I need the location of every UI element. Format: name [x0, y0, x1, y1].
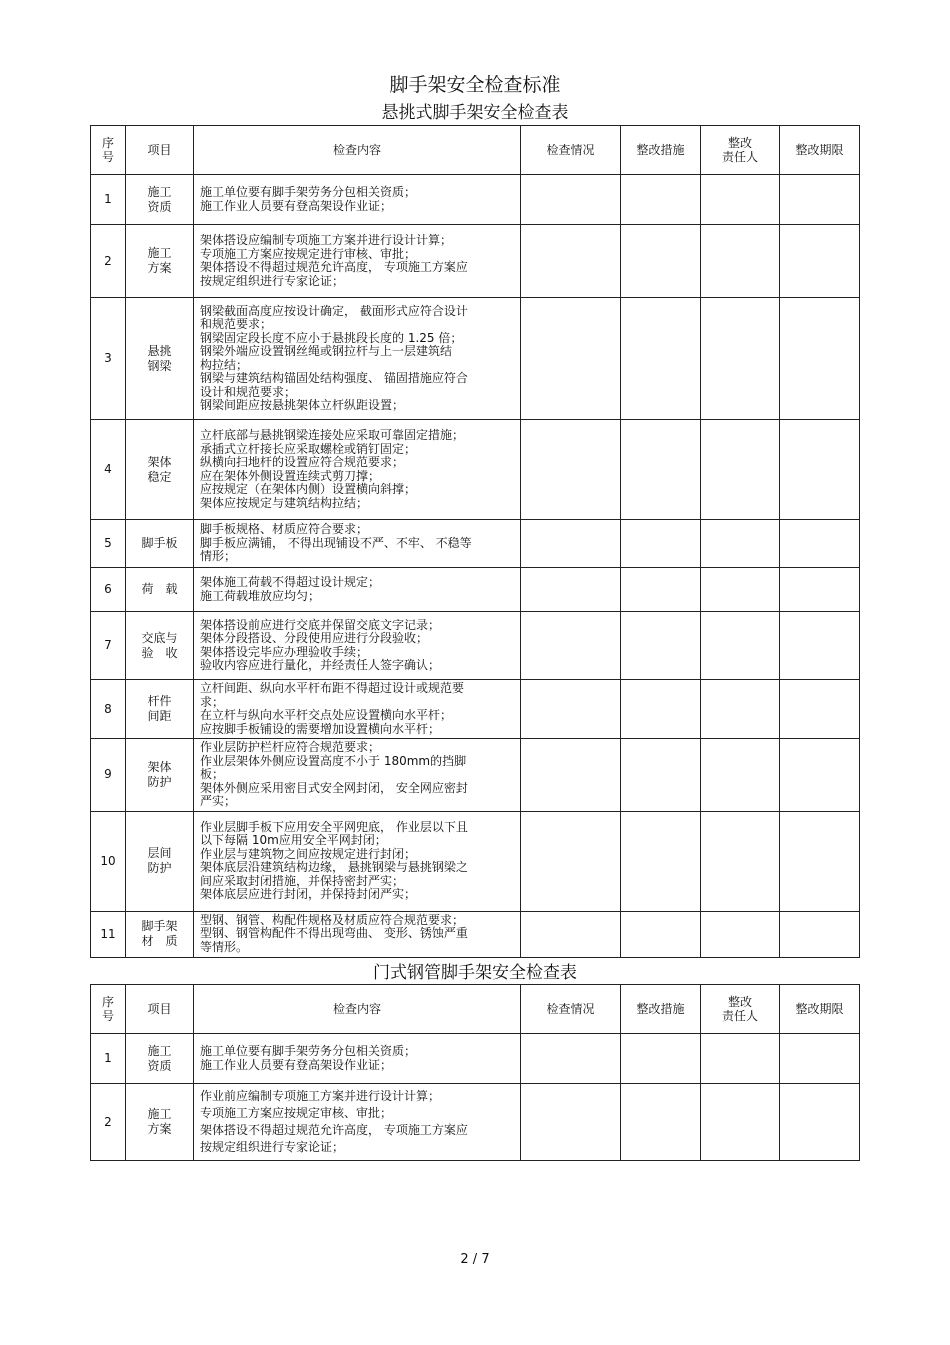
table-row — [91, 612, 860, 680]
check-content-line: 架体搭设不得超过规范允许高度， 专项施工方案应 — [200, 1123, 468, 1137]
deadline-cell[interactable] — [780, 1084, 860, 1161]
check-content-line: 作业层防护栏杆应符合规范要求； — [200, 740, 381, 754]
row-item: 施工 方案 — [126, 225, 194, 298]
measures-cell[interactable] — [621, 225, 701, 298]
table-row — [91, 1084, 860, 1161]
responsible-cell[interactable] — [701, 680, 780, 739]
responsible-cell[interactable] — [701, 520, 780, 568]
row-item: 脚手架 材 质 — [126, 911, 194, 957]
row-number: 1 — [91, 1034, 126, 1084]
check-content-line: 架体搭设前应进行交底并保留交底文字记录； — [200, 617, 441, 632]
deadline-cell[interactable] — [780, 680, 860, 739]
col-header-status: 检查情况 — [521, 985, 621, 1034]
col-header-item: 项目 — [126, 126, 194, 175]
check-content-line: 架体搭设不得超过规范允许高度， 专项施工方案应 — [200, 260, 468, 274]
measures-cell[interactable] — [621, 811, 701, 911]
status-cell[interactable] — [521, 739, 621, 812]
measures-cell[interactable] — [621, 1084, 701, 1161]
table-row — [91, 739, 860, 812]
row-check-content — [194, 568, 521, 612]
row-check-content — [194, 911, 521, 957]
row-number: 3 — [91, 298, 126, 420]
measures-cell[interactable] — [621, 680, 701, 739]
measures-cell[interactable] — [621, 520, 701, 568]
row-check-content — [194, 811, 521, 911]
check-content-line: 设计和规范要求； — [200, 384, 297, 399]
check-content-line: 专项施工方案应按规定审核、审批； — [200, 1106, 393, 1120]
row-check-content — [194, 1034, 521, 1084]
row-item: 脚手板 — [126, 520, 194, 568]
check-content-line: 架体搭设应编制专项施工方案并进行设计计算； — [200, 233, 453, 247]
row-item: 施工 资质 — [126, 1034, 194, 1084]
check-content-line: 等情形。 — [200, 939, 249, 954]
row-number: 2 — [91, 1084, 126, 1161]
row-item: 层间 防护 — [126, 811, 194, 911]
check-content-line: 施工作业人员要有登高架设作业证； — [200, 1057, 393, 1072]
row-item: 悬挑 钢梁 — [126, 298, 194, 420]
check-content-line: 施工单位要有脚手架劳务分包相关资质； — [200, 1044, 417, 1058]
row-check-content — [194, 739, 521, 812]
check-content-line: 求； — [200, 694, 225, 709]
check-content-line: 立杆底部与悬挑钢梁连接处应采取可靠固定措施； — [200, 428, 465, 442]
check-content-line: 按规定组织进行专家论证； — [200, 1140, 345, 1154]
check-content-line: 施工荷载堆放应均匀； — [200, 588, 321, 603]
check-content-line: 专项施工方案应按规定进行审核、审批； — [200, 246, 417, 261]
check-content-line: 作业前应编制专项施工方案并进行设计计算； — [200, 1089, 441, 1103]
check-content-line: 立杆间距、纵向水平杆布距不得超过设计或规范要 — [200, 681, 465, 695]
check-content-line: 纵横向扫地杆的设置应符合规范要求； — [200, 455, 405, 469]
row-item: 交底与 验 收 — [126, 612, 194, 680]
responsible-cell[interactable] — [701, 568, 780, 612]
check-content-line: 板； — [200, 767, 225, 781]
responsible-cell[interactable] — [701, 175, 780, 225]
table-1-title: 悬挑式脚手架安全检查表 — [381, 103, 569, 123]
check-content-line: 严实； — [200, 794, 237, 808]
check-content-line: 架体应按规定与建筑结构拉结； — [200, 495, 369, 510]
page-title: 脚手架安全检查标准 — [389, 74, 561, 96]
check-content-line: 型钢、钢管构配件不得出现弯曲、 变形、锈蚀严重 — [200, 926, 468, 941]
check-content-line: 和规范要求； — [200, 317, 273, 331]
col-header-no: 序 号 — [91, 985, 126, 1034]
check-content-line: 架体分段搭设、分段使用应进行分段验收； — [200, 631, 429, 645]
check-content-line: 钢梁间距应按悬挑架体立杆纵距设置； — [200, 398, 405, 412]
row-number: 4 — [91, 420, 126, 520]
status-cell[interactable] — [521, 680, 621, 739]
check-content-line: 钢梁外端应设置钢丝绳或钢拉杆与上一层建筑结 — [200, 344, 453, 358]
row-item: 施工 资质 — [126, 175, 194, 225]
measures-cell[interactable] — [621, 612, 701, 680]
row-number: 11 — [91, 911, 126, 957]
row-item: 施工 方案 — [126, 1084, 194, 1161]
status-cell[interactable] — [521, 1034, 621, 1084]
responsible-cell[interactable] — [701, 612, 780, 680]
responsible-cell[interactable] — [701, 911, 780, 957]
page-number: 2 / 7 — [460, 1252, 490, 1267]
col-header-item: 项目 — [126, 985, 194, 1034]
deadline-cell[interactable] — [780, 568, 860, 612]
deadline-cell[interactable] — [780, 298, 860, 420]
check-content-line: 作业层架体外侧应设置高度不小于 180mm的挡脚 — [200, 753, 467, 768]
responsible-cell[interactable] — [701, 739, 780, 812]
col-header-responsible: 整改 责任人 — [701, 985, 780, 1034]
check-content-line: 情形； — [200, 549, 237, 564]
measures-cell[interactable] — [621, 420, 701, 520]
cantilever-scaffold-check-table — [90, 125, 860, 958]
responsible-cell[interactable] — [701, 298, 780, 420]
row-check-content — [194, 520, 521, 568]
row-number: 5 — [91, 520, 126, 568]
table-header-row — [91, 126, 860, 175]
status-cell[interactable] — [521, 911, 621, 957]
row-check-content — [194, 680, 521, 739]
measures-cell[interactable] — [621, 1034, 701, 1084]
table-row — [91, 911, 860, 957]
responsible-cell[interactable] — [701, 225, 780, 298]
check-content-line: 钢梁截面高度应按设计确定， 截面形式应符合设计 — [200, 303, 468, 318]
check-content-line: 作业层脚手板下应用安全平网兜底， 作业层以下且 — [200, 819, 468, 834]
row-check-content — [194, 298, 521, 420]
check-content-line: 架体底层应进行封闭，并保持封闭严实； — [200, 887, 417, 901]
check-content-line: 架体外侧应采用密目式安全网封闭， 安全网应密封 — [200, 780, 468, 795]
table-row — [91, 298, 860, 420]
table-2-title: 门式钢管脚手架安全检查表 — [373, 963, 577, 983]
check-content-line: 型钢、钢管、构配件规格及材质应符合规范要求； — [200, 912, 465, 927]
status-cell[interactable] — [521, 175, 621, 225]
row-check-content — [194, 612, 521, 680]
measures-cell[interactable] — [621, 175, 701, 225]
row-item: 架体 防护 — [126, 739, 194, 812]
row-check-content — [194, 175, 521, 225]
status-cell[interactable] — [521, 612, 621, 680]
table-row — [91, 811, 860, 911]
check-content-line: 施工单位要有脚手架劳务分包相关资质； — [200, 185, 417, 199]
measures-cell[interactable] — [621, 739, 701, 812]
table-row — [91, 1034, 860, 1084]
status-cell[interactable] — [521, 420, 621, 520]
row-number: 1 — [91, 175, 126, 225]
row-check-content — [194, 1084, 521, 1161]
responsible-cell[interactable] — [701, 811, 780, 911]
row-number: 6 — [91, 568, 126, 612]
measures-cell[interactable] — [621, 298, 701, 420]
col-header-measures: 整改措施 — [621, 126, 701, 175]
table-header-row — [91, 985, 860, 1034]
check-content-line: 架体施工荷载不得超过设计规定； — [200, 575, 381, 589]
status-cell[interactable] — [521, 225, 621, 298]
status-cell[interactable] — [521, 520, 621, 568]
col-header-deadline: 整改期限 — [780, 126, 860, 175]
col-header-content: 检查内容 — [194, 126, 521, 175]
check-content-line: 脚手板应满铺， 不得出现铺设不严、不牢、 不稳等 — [200, 535, 472, 550]
table-row — [91, 680, 860, 739]
status-cell[interactable] — [521, 811, 621, 911]
deadline-cell[interactable] — [780, 1034, 860, 1084]
check-content-line: 架体搭设完毕应办理验收手续； — [200, 644, 369, 659]
row-item: 杆件 间距 — [126, 680, 194, 739]
measures-cell[interactable] — [621, 568, 701, 612]
check-content-line: 脚手板规格、材质应符合要求； — [200, 522, 369, 537]
deadline-cell[interactable] — [780, 739, 860, 812]
check-content-line: 承插式立杆接长应采取螺栓或销钉固定； — [200, 441, 417, 456]
check-content-line: 钢梁固定段长度不应小于悬挑段长度的 1.25 倍； — [200, 330, 463, 345]
check-content-line: 在立杆与纵向水平杆交点处应设置横向水平杆； — [200, 708, 453, 722]
deadline-cell[interactable] — [780, 175, 860, 225]
row-number: 2 — [91, 225, 126, 298]
status-cell[interactable] — [521, 568, 621, 612]
responsible-cell[interactable] — [701, 420, 780, 520]
check-content-line: 以下每隔 10m应用安全平网封闭； — [200, 833, 387, 847]
col-header-no: 序 号 — [91, 126, 126, 175]
check-content-line: 施工作业人员要有登高架设作业证； — [200, 198, 393, 213]
deadline-cell[interactable] — [780, 520, 860, 568]
check-content-line: 按规定组织进行专家论证； — [200, 273, 345, 288]
table-row — [91, 225, 860, 298]
check-content-line: 间应采取封闭措施，并保持密封严实； — [200, 873, 405, 888]
col-header-deadline: 整改期限 — [780, 985, 860, 1034]
check-content-line: 架体底层沿建筑结构边缘， 悬挑钢梁与悬挑钢梁之 — [200, 860, 468, 874]
responsible-cell[interactable] — [701, 1034, 780, 1084]
row-check-content — [194, 225, 521, 298]
table-row — [91, 420, 860, 520]
measures-cell[interactable] — [621, 911, 701, 957]
check-content-line: 验收内容应进行量化，并经责任人签字确认； — [200, 658, 441, 672]
col-header-measures: 整改措施 — [621, 985, 701, 1034]
table-row — [91, 568, 860, 612]
row-item: 架体 稳定 — [126, 420, 194, 520]
check-content-line: 应在架体外侧设置连续式剪刀撑； — [200, 468, 381, 483]
col-header-status: 检查情况 — [521, 126, 621, 175]
row-number: 8 — [91, 680, 126, 739]
check-content-line: 应按规定（在架体内侧）设置横向斜撑； — [200, 482, 417, 496]
check-content-line: 应按脚手板铺设的需要增加设置横向水平杆； — [200, 721, 441, 736]
status-cell[interactable] — [521, 1084, 621, 1161]
check-content-line: 作业层与建筑物之间应按规定进行封闭； — [200, 846, 417, 861]
deadline-cell[interactable] — [780, 420, 860, 520]
row-check-content — [194, 420, 521, 520]
table-row — [91, 175, 860, 225]
col-header-content: 检查内容 — [194, 985, 521, 1034]
row-number: 7 — [91, 612, 126, 680]
deadline-cell[interactable] — [780, 911, 860, 957]
deadline-cell[interactable] — [780, 811, 860, 911]
row-number: 9 — [91, 739, 126, 812]
row-number: 10 — [91, 811, 126, 911]
portal-steel-scaffold-check-table — [90, 984, 860, 1161]
deadline-cell[interactable] — [780, 612, 860, 680]
check-content-line: 钢梁与建筑结构锚固处结构强度、 锚固措施应符合 — [200, 371, 468, 385]
check-content-line: 构拉结； — [200, 357, 249, 372]
table-row — [91, 520, 860, 568]
status-cell[interactable] — [521, 298, 621, 420]
deadline-cell[interactable] — [780, 225, 860, 298]
row-item: 荷 载 — [126, 568, 194, 612]
responsible-cell[interactable] — [701, 1084, 780, 1161]
col-header-responsible: 整改 责任人 — [701, 126, 780, 175]
